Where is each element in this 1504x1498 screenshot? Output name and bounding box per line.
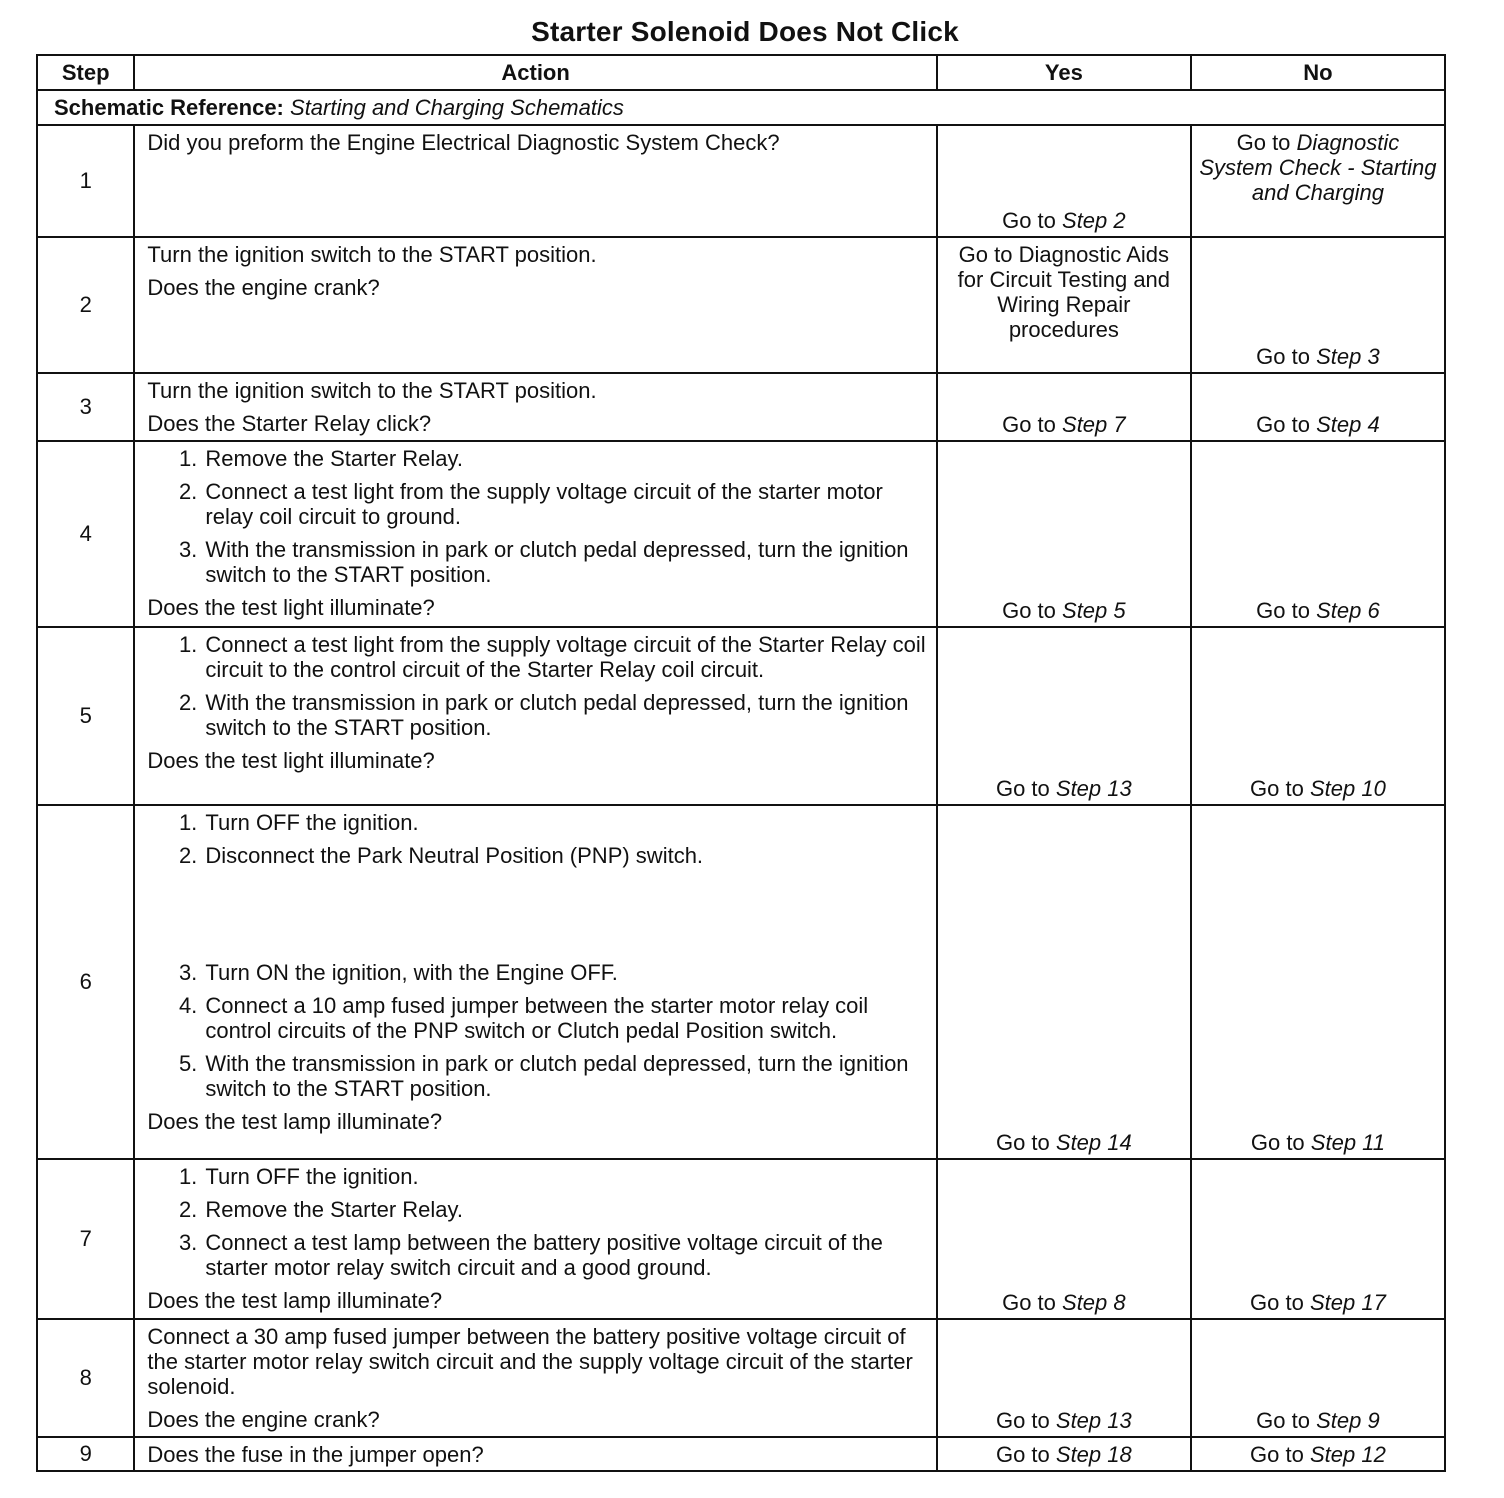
header-no: No bbox=[1191, 55, 1445, 90]
header-action: Action bbox=[134, 55, 936, 90]
list-item: 2. Remove the Starter Relay. bbox=[203, 1197, 927, 1222]
no-cell[interactable] bbox=[1191, 125, 1445, 237]
table-row bbox=[37, 1437, 1445, 1471]
no-target-link[interactable]: Step 4 bbox=[1316, 412, 1380, 437]
step-number: 8 bbox=[37, 1319, 134, 1437]
action-list bbox=[147, 960, 927, 1101]
yes-cell[interactable] bbox=[937, 805, 1191, 1159]
no-prefix: Go to bbox=[1236, 130, 1291, 155]
action-cell bbox=[134, 627, 936, 805]
yes-prefix: Go to bbox=[1002, 598, 1056, 623]
header-step: Step bbox=[37, 55, 134, 90]
no-cell[interactable] bbox=[1191, 805, 1445, 1159]
table-row bbox=[37, 1319, 1445, 1437]
action-list bbox=[147, 1164, 927, 1280]
no-prefix: Go to bbox=[1256, 1408, 1310, 1433]
action-question: Does the test lamp illuminate? bbox=[147, 1109, 443, 1134]
step-number: 5 bbox=[37, 627, 134, 805]
table-row bbox=[37, 627, 1445, 805]
action-question: Does the fuse in the jumper open? bbox=[147, 1441, 484, 1467]
no-target-link[interactable]: Step 17 bbox=[1309, 1290, 1386, 1315]
action-question: Does the engine crank? bbox=[147, 275, 380, 300]
no-cell[interactable] bbox=[1191, 373, 1445, 441]
yes-cell[interactable] bbox=[937, 441, 1191, 627]
table-row bbox=[37, 441, 1445, 627]
action-list bbox=[147, 810, 927, 868]
action-cell bbox=[134, 373, 936, 441]
yes-target-link[interactable]: Step 5 bbox=[1062, 598, 1126, 623]
yes-cell[interactable] bbox=[937, 125, 1191, 237]
action-cell bbox=[134, 237, 936, 373]
schematic-reference-link[interactable]: Starting and Charging Schematics bbox=[290, 94, 624, 120]
list-item: 2. Disconnect the Park Neutral Position (PNP) switch. bbox=[203, 843, 927, 868]
action-cell bbox=[134, 1437, 936, 1471]
no-target-link[interactable]: Step 12 bbox=[1309, 1441, 1386, 1467]
table-row bbox=[37, 125, 1445, 237]
no-prefix: Go to bbox=[1256, 344, 1310, 369]
step-number: 3 bbox=[37, 373, 134, 441]
schematic-reference-label: Schematic Reference: bbox=[54, 94, 284, 120]
yes-prefix: Go to bbox=[1002, 208, 1056, 233]
action-intro: Connect a 30 amp fused jumper between the battery positive voltage circuit of the starter motor relay switch circuit and the supply voltage circuit of the starter solenoid. bbox=[147, 1324, 913, 1399]
step-number: 2 bbox=[37, 237, 134, 373]
table-row bbox=[37, 805, 1445, 1159]
diagnostic-table bbox=[36, 54, 1446, 1472]
yes-cell[interactable] bbox=[937, 373, 1191, 441]
table-row bbox=[37, 237, 1445, 373]
action-cell bbox=[134, 1159, 936, 1319]
no-cell[interactable] bbox=[1191, 441, 1445, 627]
list-item: 1. Remove the Starter Relay. bbox=[203, 446, 927, 471]
step-number: 4 bbox=[37, 441, 134, 627]
step-number: 9 bbox=[37, 1437, 134, 1471]
yes-prefix: Go to bbox=[995, 1408, 1050, 1433]
schematic-reference-row bbox=[37, 90, 1445, 125]
action-intro: Turn the ignition switch to the START position. bbox=[147, 242, 597, 267]
action-question: Did you preform the Engine Electrical Diagnostic System Check? bbox=[147, 130, 780, 155]
no-target-link[interactable]: Step 9 bbox=[1316, 1408, 1380, 1433]
yes-target-link[interactable]: Step 18 bbox=[1055, 1441, 1132, 1467]
action-list bbox=[147, 632, 927, 740]
yes-target-link[interactable]: Step 14 bbox=[1055, 1130, 1132, 1155]
yes-target-link[interactable]: Step 13 bbox=[1055, 776, 1132, 801]
no-target-link[interactable]: Step 3 bbox=[1316, 344, 1380, 369]
no-cell[interactable] bbox=[1191, 237, 1445, 373]
schematic-reference bbox=[37, 90, 1445, 125]
yes-cell[interactable] bbox=[937, 1437, 1191, 1471]
list-item: 4. Connect a 10 amp fused jumper between the starter motor relay coil control circuits of the PNP switch or Clutch pedal Position switch. bbox=[203, 993, 927, 1043]
header-yes: Yes bbox=[937, 55, 1191, 90]
step-number: 7 bbox=[37, 1159, 134, 1319]
table-row bbox=[37, 373, 1445, 441]
table-row bbox=[37, 1159, 1445, 1319]
no-prefix: Go to bbox=[1250, 1441, 1304, 1467]
no-prefix: Go to bbox=[1250, 1290, 1304, 1315]
no-cell[interactable] bbox=[1191, 1437, 1445, 1471]
yes-text: Go to Diagnostic Aids for Circuit Testing and Wiring Repair procedures bbox=[957, 242, 1171, 342]
list-item: 1. Turn OFF the ignition. bbox=[203, 810, 927, 835]
yes-target-link[interactable]: Step 8 bbox=[1062, 1290, 1126, 1315]
action-question: Does the test light illuminate? bbox=[147, 595, 435, 620]
header-row bbox=[37, 55, 1445, 90]
list-item: 5. With the transmission in park or clutch pedal depressed, turn the ignition switch to the START position. bbox=[203, 1051, 927, 1101]
yes-target-link[interactable]: Step 7 bbox=[1062, 412, 1126, 437]
action-cell bbox=[134, 1319, 936, 1437]
yes-cell[interactable] bbox=[937, 1319, 1191, 1437]
step-number: 1 bbox=[37, 125, 134, 237]
no-target-link[interactable]: Step 6 bbox=[1316, 598, 1380, 623]
action-question: Does the Starter Relay click? bbox=[147, 411, 432, 436]
action-list bbox=[147, 446, 927, 587]
action-question: Does the engine crank? bbox=[147, 1407, 380, 1432]
no-target-link[interactable]: Diagnostic System Check - Starting and Charging bbox=[1199, 130, 1437, 205]
yes-prefix: Go to bbox=[1002, 412, 1056, 437]
no-target-link[interactable]: Step 11 bbox=[1310, 1130, 1386, 1155]
yes-prefix: Go to bbox=[995, 1130, 1050, 1155]
list-item: 3. Connect a test lamp between the battery positive voltage circuit of the starter motor relay switch circuit and a good ground. bbox=[203, 1230, 927, 1280]
list-item: 2. With the transmission in park or clutch pedal depressed, turn the ignition switch to the START position. bbox=[203, 690, 927, 740]
yes-target-link[interactable]: Step 2 bbox=[1062, 208, 1126, 233]
step-number: 6 bbox=[37, 805, 134, 1159]
yes-cell[interactable] bbox=[937, 627, 1191, 805]
no-cell[interactable] bbox=[1191, 1319, 1445, 1437]
list-item: 1. Connect a test light from the supply voltage circuit of the Starter Relay coil circuit to the control circuit of the Starter Relay coil circuit. bbox=[203, 632, 927, 682]
action-question: Does the test light illuminate? bbox=[147, 748, 435, 773]
yes-prefix: Go to bbox=[995, 776, 1050, 801]
action-intro: Turn the ignition switch to the START position. bbox=[147, 378, 597, 403]
no-prefix: Go to bbox=[1250, 1130, 1305, 1155]
yes-prefix: Go to bbox=[995, 1441, 1050, 1467]
action-question: Does the test lamp illuminate? bbox=[147, 1288, 443, 1313]
action-cell bbox=[134, 805, 936, 1159]
no-prefix: Go to bbox=[1256, 598, 1310, 623]
list-item: 2. Connect a test light from the supply voltage circuit of the starter motor relay coil circuit to ground. bbox=[203, 479, 927, 529]
action-cell bbox=[134, 125, 936, 237]
no-target-link[interactable]: Step 10 bbox=[1309, 776, 1386, 801]
list-item: 1. Turn OFF the ignition. bbox=[203, 1164, 927, 1189]
figure-gap bbox=[147, 876, 927, 960]
no-cell[interactable] bbox=[1191, 1159, 1445, 1319]
action-cell bbox=[134, 441, 936, 627]
yes-prefix: Go to bbox=[1002, 1290, 1056, 1315]
yes-cell[interactable] bbox=[937, 237, 1191, 373]
list-item: 3. Turn ON the ignition, with the Engine OFF. bbox=[203, 960, 927, 985]
page-title: Starter Solenoid Does Not Click bbox=[531, 16, 959, 47]
yes-target-link[interactable]: Step 13 bbox=[1055, 1408, 1132, 1433]
yes-cell[interactable] bbox=[937, 1159, 1191, 1319]
no-cell[interactable] bbox=[1191, 627, 1445, 805]
list-item: 3. With the transmission in park or clutch pedal depressed, turn the ignition switch to the START position. bbox=[203, 537, 927, 587]
no-prefix: Go to bbox=[1250, 776, 1304, 801]
no-prefix: Go to bbox=[1256, 412, 1310, 437]
